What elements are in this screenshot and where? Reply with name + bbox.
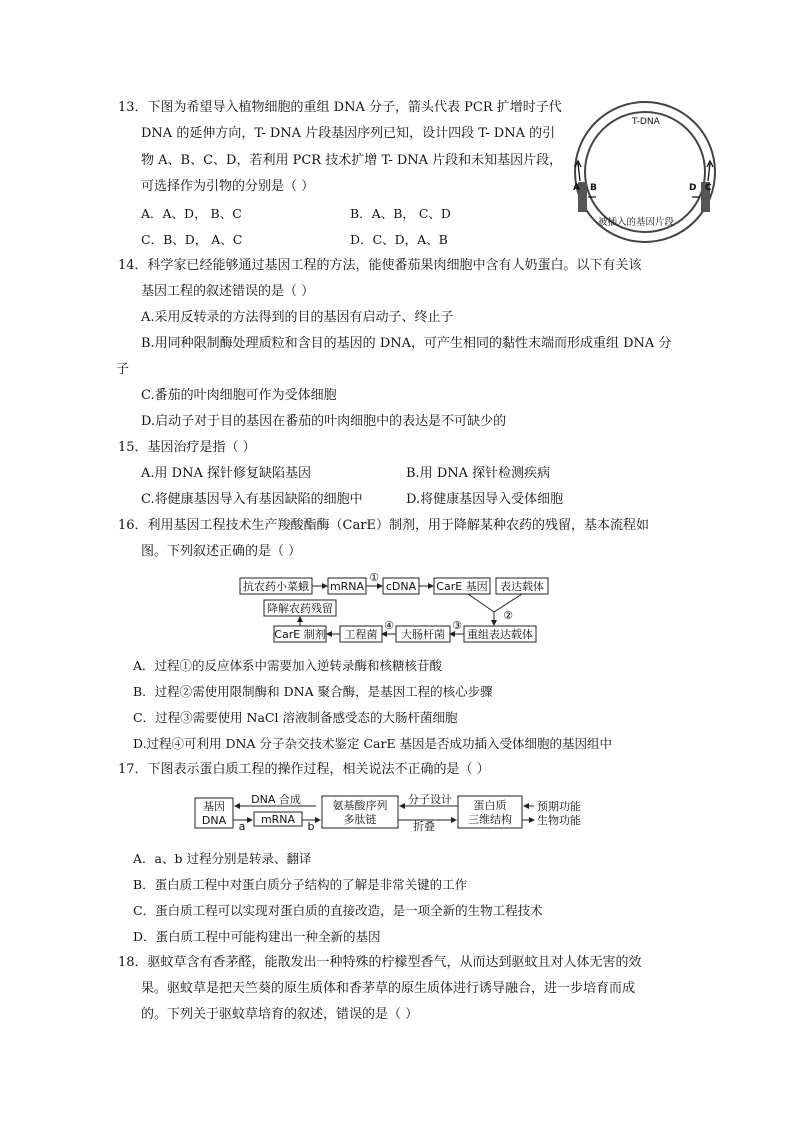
node-protein-label-2: 三维结构 — [468, 813, 512, 826]
process-b-label: b — [307, 820, 315, 832]
q16-option-a: A．过程①的反应体系中需要加入逆转录酶和核糖核苷酸 — [133, 658, 443, 673]
step-1-label: ① — [369, 572, 379, 584]
node-gene-label-2: DNA — [201, 814, 227, 827]
primer-d-label: D — [689, 183, 697, 193]
q15-option-a: A.用 DNA 探针修复缺陷基因 — [141, 466, 311, 481]
biological-function-label: 生物功能 — [537, 814, 581, 827]
q14-option-c: C.番茄的叶肉细胞可作为受体细胞 — [141, 388, 337, 403]
node-vector-label: 表达载体 — [500, 580, 544, 593]
plasmid-inner-ring — [585, 112, 705, 232]
q17-option-c: C．蛋白质工程可以实现对蛋白质的直接改造，是一项全新的生物工程技术 — [133, 903, 543, 918]
q18-stem-line-1: 18．驱蚊草含有香茅醛，能散发出一种特殊的柠檬型香气，从而达到驱蚊且对人体无害的效 — [118, 955, 642, 970]
q14-option-b-wrap: 子 — [116, 362, 130, 377]
primer-b-label: B — [590, 183, 597, 193]
q16-flowchart — [238, 572, 554, 646]
molecular-design-label: 分子设计 — [408, 793, 452, 806]
q14-option-a: A.采用反转录的方法得到的目的基因有启动子、终止子 — [141, 310, 454, 325]
q13-option-b: B．A、B， C、D — [350, 206, 451, 221]
q18-stem-line-2: 果。驱蚊草是把天竺葵的原生质体和香茅草的原生质体进行诱导融合，进一步培育而成 — [141, 981, 636, 996]
q16-stem-line-2: 图。下列叙述正确的是（ ） — [141, 544, 302, 559]
q18-stem-line-3: 的。下列关于驱蚊草培育的叙述，错误的是（ ） — [141, 1007, 419, 1022]
q13-stem-line-4: 可选择作为引物的分别是（ ） — [141, 179, 315, 194]
step-2-label: ② — [503, 609, 513, 622]
q13-tdna-figure — [566, 97, 724, 247]
q17-option-a: A．a、b 过程分别是转录、翻译 — [133, 851, 312, 866]
tdna-label: T-DNA — [632, 117, 660, 127]
q17-option-b: B．蛋白质工程中对蛋白质分子结构的了解是非常关键的工作 — [133, 877, 468, 892]
q13-option-a: A．A、D， B、C — [141, 206, 242, 221]
q17-stem: 17．下图表示蛋白质工程的操作过程，相关说法不正确的是（ ） — [118, 762, 490, 777]
q15-option-d: D.将健康基因导入受体细胞 — [406, 492, 564, 507]
q14-option-d: D.启动子对于目的基因在番茄的叶肉细胞中的表达是不可缺少的 — [141, 414, 507, 429]
expected-function-label: 预期功能 — [537, 800, 581, 813]
process-a-label: a — [238, 820, 246, 832]
q13-stem-line-2: DNA 的延伸方向，T- DNA 片段基因序列已知，设计四段 T- DNA 的引 — [141, 126, 556, 141]
node-recombinant-label: 重组表达载体 — [467, 628, 533, 641]
q14-stem-line-2: 基因工程的叙述错误的是（ ） — [141, 284, 315, 299]
node-use-label: 降解农药残留 — [267, 602, 333, 615]
node-amino-acid-label-2: 多肽链 — [343, 813, 377, 826]
q15-option-b: B.用 DNA 探针检测疾病 — [406, 466, 551, 481]
q15-option-c: C.将健康基因导入有基因缺陷的细胞中 — [141, 492, 363, 507]
node-mrna-label: mRNA — [329, 580, 365, 593]
node-mrna-17-label: mRNA — [260, 813, 296, 826]
q17-flowchart — [194, 792, 598, 832]
q14-option-b: B.用同种限制酶处理质粒和含目的基因的 DNA，可产生相同的黏性末端而形成重组 DNA 分 — [141, 336, 672, 351]
primer-a-label: A — [573, 183, 580, 193]
node-ecoli-label: 大肠杆菌 — [401, 628, 445, 641]
node-source-label: 抗农药小菜蛾 — [243, 580, 309, 593]
q13-option-d: D．C、D，A、B — [350, 232, 448, 247]
q16-option-c: C．过程③需要使用 NaCl 溶液制备感受态的大肠杆菌细胞 — [133, 710, 458, 725]
node-amino-acid-label-1: 氨基酸序列 — [332, 799, 388, 812]
node-protein-label-1: 蛋白质 — [473, 799, 507, 812]
dna-synthesis-label: DNA 合成 — [251, 793, 301, 806]
node-cdna-label: cDNA — [385, 580, 417, 593]
q14-stem-line-1: 14．科学家已经能够通过基因工程的方法，能使番茄果肉细胞中含有人奶蛋白。以下有关该 — [118, 258, 642, 273]
q13-stem-line-1: 13．下图为希望导入植物细胞的重组 DNA 分子，箭头代表 PCR 扩增时子代 — [118, 100, 562, 115]
node-care-gene-label: CarE 基因 — [436, 580, 488, 593]
step-4-label: ④ — [384, 619, 394, 632]
inserted-gene-label: 被插入的基因片段 — [598, 217, 675, 228]
q17-option-d: D．蛋白质工程中可能构建出一种全新的基因 — [133, 929, 381, 944]
node-engineered-label: 工程菌 — [344, 628, 378, 641]
q13-stem-line-3: 物 A、B、C、D，若利用 PCR 技术扩增 T- DNA 片段和未知基因片段， — [141, 153, 563, 168]
step-3-label: ③ — [452, 619, 462, 632]
primer-c-label: C — [705, 183, 712, 193]
q16-option-d: D.过程④可利用 DNA 分子杂交技术鉴定 CarE 基因是否成功插入受体细胞的基因组中 — [133, 736, 613, 751]
q16-option-b: B．过程②需使用限制酶和 DNA 聚合酶，是基因工程的核心步骤 — [133, 684, 493, 699]
node-product-label: CarE 制剂 — [274, 628, 326, 641]
folding-label: 折叠 — [413, 820, 435, 832]
q13-option-c: C．B、D， A、C — [141, 232, 243, 247]
q15-stem: 15．基因治疗是指（ ） — [118, 440, 256, 455]
node-gene-label-1: 基因 — [203, 800, 225, 813]
q16-stem-line-1: 16．利用基因工程技术生产羧酸酯酶（CarE）制剂，用于降解某种农药的残留，基本流程如 — [118, 518, 649, 533]
